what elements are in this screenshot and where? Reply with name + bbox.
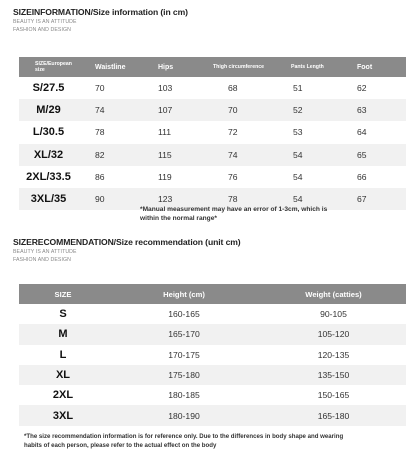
thigh-cell: 78	[195, 188, 273, 210]
pants-length-cell: 54	[273, 144, 333, 166]
size-cell: M	[19, 324, 107, 344]
size-cell: 2XL	[19, 385, 107, 405]
height-cell: 165-170	[107, 324, 261, 344]
weight-cell: 135-150	[261, 365, 406, 385]
foot-cell: 63	[333, 99, 406, 121]
pants-length-cell: 52	[273, 99, 333, 121]
size-cell: 3XL	[19, 405, 107, 425]
size-recommendation-tagline: BEAUTY IS AN ATTITUDE	[13, 249, 77, 255]
weight-cell: 165-180	[261, 405, 406, 425]
table-row	[19, 385, 406, 405]
size-cell: M/29	[19, 99, 78, 121]
hips-cell: 123	[138, 188, 195, 210]
weight-cell: 150-165	[261, 385, 406, 405]
foot-cell: 66	[333, 166, 406, 188]
size-recommendation-table	[19, 284, 406, 426]
size-cell: L/30.5	[19, 121, 78, 143]
size-recommendation-tagline-2: FASHION AND DESIGN	[13, 257, 72, 263]
weight-cell: 105-120	[261, 324, 406, 344]
size-cell: S	[19, 304, 107, 324]
size-information-tagline-2: FASHION AND DESIGN	[13, 27, 72, 33]
table-row	[19, 365, 406, 385]
pants-length-cell: 51	[273, 77, 333, 99]
size-cell: L	[19, 345, 107, 365]
table-header-row	[19, 284, 406, 304]
recommendation-note: *The size recommendation information is for reference only. Due to the differences in body shape and wearing habits of each person, please refer to the actual effect on the body	[24, 433, 344, 449]
foot-cell: 64	[333, 121, 406, 143]
pants-length-cell: 53	[273, 121, 333, 143]
waistline-cell: 90	[78, 188, 138, 210]
col-header-weight: Weight (catties)	[261, 284, 406, 304]
col-header-foot: Foot	[333, 57, 406, 77]
size-cell: 2XL/33.5	[19, 166, 78, 188]
hips-cell: 115	[138, 144, 195, 166]
col-header-hips: Hips	[138, 57, 195, 77]
hips-cell: 103	[138, 77, 195, 99]
table-row	[19, 324, 406, 344]
pants-length-cell: 54	[273, 188, 333, 210]
table-header-row	[19, 57, 406, 77]
size-cell: XL	[19, 365, 107, 385]
thigh-cell: 74	[195, 144, 273, 166]
height-cell: 175-180	[107, 365, 261, 385]
col-header-height: Height (cm)	[107, 284, 261, 304]
table-row	[19, 144, 406, 166]
height-cell: 160-165	[107, 304, 261, 324]
hips-cell: 111	[138, 121, 195, 143]
col-header-size: SIZE/European size	[19, 57, 78, 77]
hips-cell: 107	[138, 99, 195, 121]
table-row	[19, 345, 406, 365]
weight-cell: 90-105	[261, 304, 406, 324]
foot-cell: 67	[333, 188, 406, 210]
thigh-cell: 70	[195, 99, 273, 121]
table-row	[19, 405, 406, 425]
size-information-title: SIZEINFORMATION/Size information (in cm)	[13, 7, 188, 17]
size-cell: S/27.5	[19, 77, 78, 99]
waistline-cell: 74	[78, 99, 138, 121]
waistline-cell: 78	[78, 121, 138, 143]
table-row	[19, 304, 406, 324]
waistline-cell: 70	[78, 77, 138, 99]
table-row	[19, 166, 406, 188]
table-row	[19, 77, 406, 99]
height-cell: 180-185	[107, 385, 261, 405]
table-row	[19, 99, 406, 121]
weight-cell: 120-135	[261, 345, 406, 365]
measurement-note: *Manual measurement may have an error of 1-3cm, which is within the normal range*	[140, 206, 328, 222]
hips-cell: 119	[138, 166, 195, 188]
pants-length-cell: 54	[273, 166, 333, 188]
col-header-size: SIZE	[19, 284, 107, 304]
col-header-waistline: Waistline	[78, 57, 138, 77]
size-information-table	[19, 57, 406, 210]
col-header-thigh: Thigh circumference	[195, 57, 273, 77]
size-information-tagline: BEAUTY IS AN ATTITUDE	[13, 19, 77, 25]
thigh-cell: 68	[195, 77, 273, 99]
thigh-cell: 76	[195, 166, 273, 188]
height-cell: 170-175	[107, 345, 261, 365]
thigh-cell: 72	[195, 121, 273, 143]
height-cell: 180-190	[107, 405, 261, 425]
size-cell: 3XL/35	[19, 188, 78, 210]
waistline-cell: 86	[78, 166, 138, 188]
foot-cell: 62	[333, 77, 406, 99]
waistline-cell: 82	[78, 144, 138, 166]
size-cell: XL/32	[19, 144, 78, 166]
size-recommendation-title: SIZERECOMMENDATION/Size recommendation (unit cm)	[13, 237, 241, 247]
foot-cell: 65	[333, 144, 406, 166]
col-header-pants-length: Pants Length	[273, 57, 333, 77]
table-row	[19, 121, 406, 143]
